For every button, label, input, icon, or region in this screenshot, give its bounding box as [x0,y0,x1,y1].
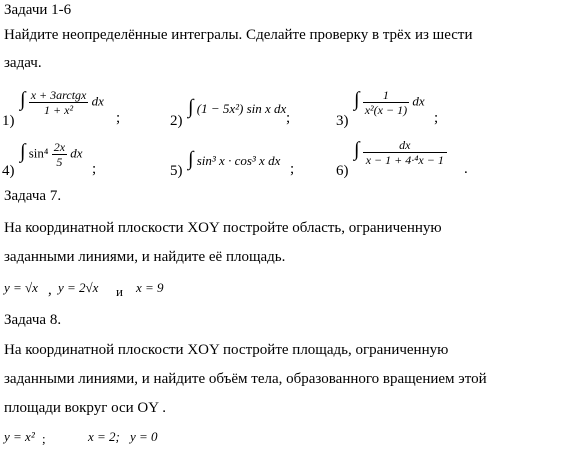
integral-3 [354,88,425,117]
section2-equation-2: y = 2√x [58,280,99,295]
section3-line2: заданными линиями, и найдите объём тела, образованного вращением этой [4,371,487,387]
integral-2 [188,96,286,119]
section2-equation-1: y = √x [4,280,38,295]
integral-1 [20,88,104,117]
section2-title: Задача 7. [4,188,62,204]
integral-1-differential: dx [91,93,104,109]
section1-title: Задачи 1-6 [4,2,72,18]
integral-sign-icon: ∫ [20,140,26,163]
integral-sign-icon: ∫ [354,88,360,111]
section1-instruction-line2: задач. [4,55,42,71]
integral-3-label: 3) [336,113,349,129]
integral-5-expression: sin³ x · cos³ x dx [196,153,281,168]
integral-4-end: ; [92,161,97,177]
integral-5-end: ; [290,161,295,177]
integral-4-denominator: 5 [56,155,63,169]
section2-equation-3: x = 9 [136,280,164,295]
integral-sign-icon: ∫ [188,96,194,118]
section3-equation-2: x = 2; [88,429,120,444]
integral-3-fraction [363,88,409,117]
integral-3-numerator: 1 [363,88,409,103]
section3-equation-1: y = x² [4,429,35,444]
integral-2-label: 2) [170,113,183,129]
integral-1-numerator: x + 3arctgx [30,88,87,102]
section3-line1: На координатной плоскости XOY постройте площадь, ограниченную [4,342,449,358]
section3-equation-3: y = 0 [130,429,158,444]
integral-6 [354,138,447,167]
integral-2-expression: (1 − 5x²) sin x dx [196,101,287,116]
integral-4-prefix: sin⁴ [28,145,49,161]
integral-2-end: ; [286,110,291,126]
section2-line1: На координатной плоскости XOY постройте область, ограниченную [4,220,442,236]
integral-4-numerator: 2x [53,140,66,154]
integral-sign-icon: ∫ [354,138,360,161]
integral-6-end: . [464,161,468,177]
section2-conjunction: и [116,284,123,299]
integral-5 [188,148,280,171]
integral-6-label: 6) [336,163,349,179]
integral-6-fraction [363,138,447,167]
integral-3-denominator: x²(x − 1) [364,103,408,117]
integral-5-label: 5) [170,163,183,179]
section1-instruction-line1: Найдите неопределённые интегралы. Сделайте проверку в трёх из шести [4,27,473,43]
integral-4-label: 4) [2,163,15,179]
section2-line2: заданными линиями, и найдите её площадь. [4,249,286,265]
section2-separator: , [48,282,52,298]
integral-4 [20,140,83,169]
section3-line3: площади вокруг оси OY . [4,400,167,416]
integral-3-differential: dx [412,93,425,109]
integral-6-denominator [363,153,447,167]
integral-4-differential: dx [70,145,83,161]
integral-1-end: ; [116,110,121,126]
integral-1-denominator: 1 + x² [44,103,74,117]
section3-separator: ; [42,431,46,446]
integral-1-fraction [29,88,89,117]
integral-sign-icon: ∫ [20,88,26,111]
integral-1-label: 1) [2,113,15,129]
integral-6-numerator: dx [363,138,447,153]
integral-4-fraction [52,140,67,169]
integral-sign-icon: ∫ [188,148,194,170]
integral-3-end: ; [434,110,439,126]
integral-6-radical: x − 1 + 4·⁴x − 1 [365,153,444,167]
section3-title: Задача 8. [4,312,62,328]
